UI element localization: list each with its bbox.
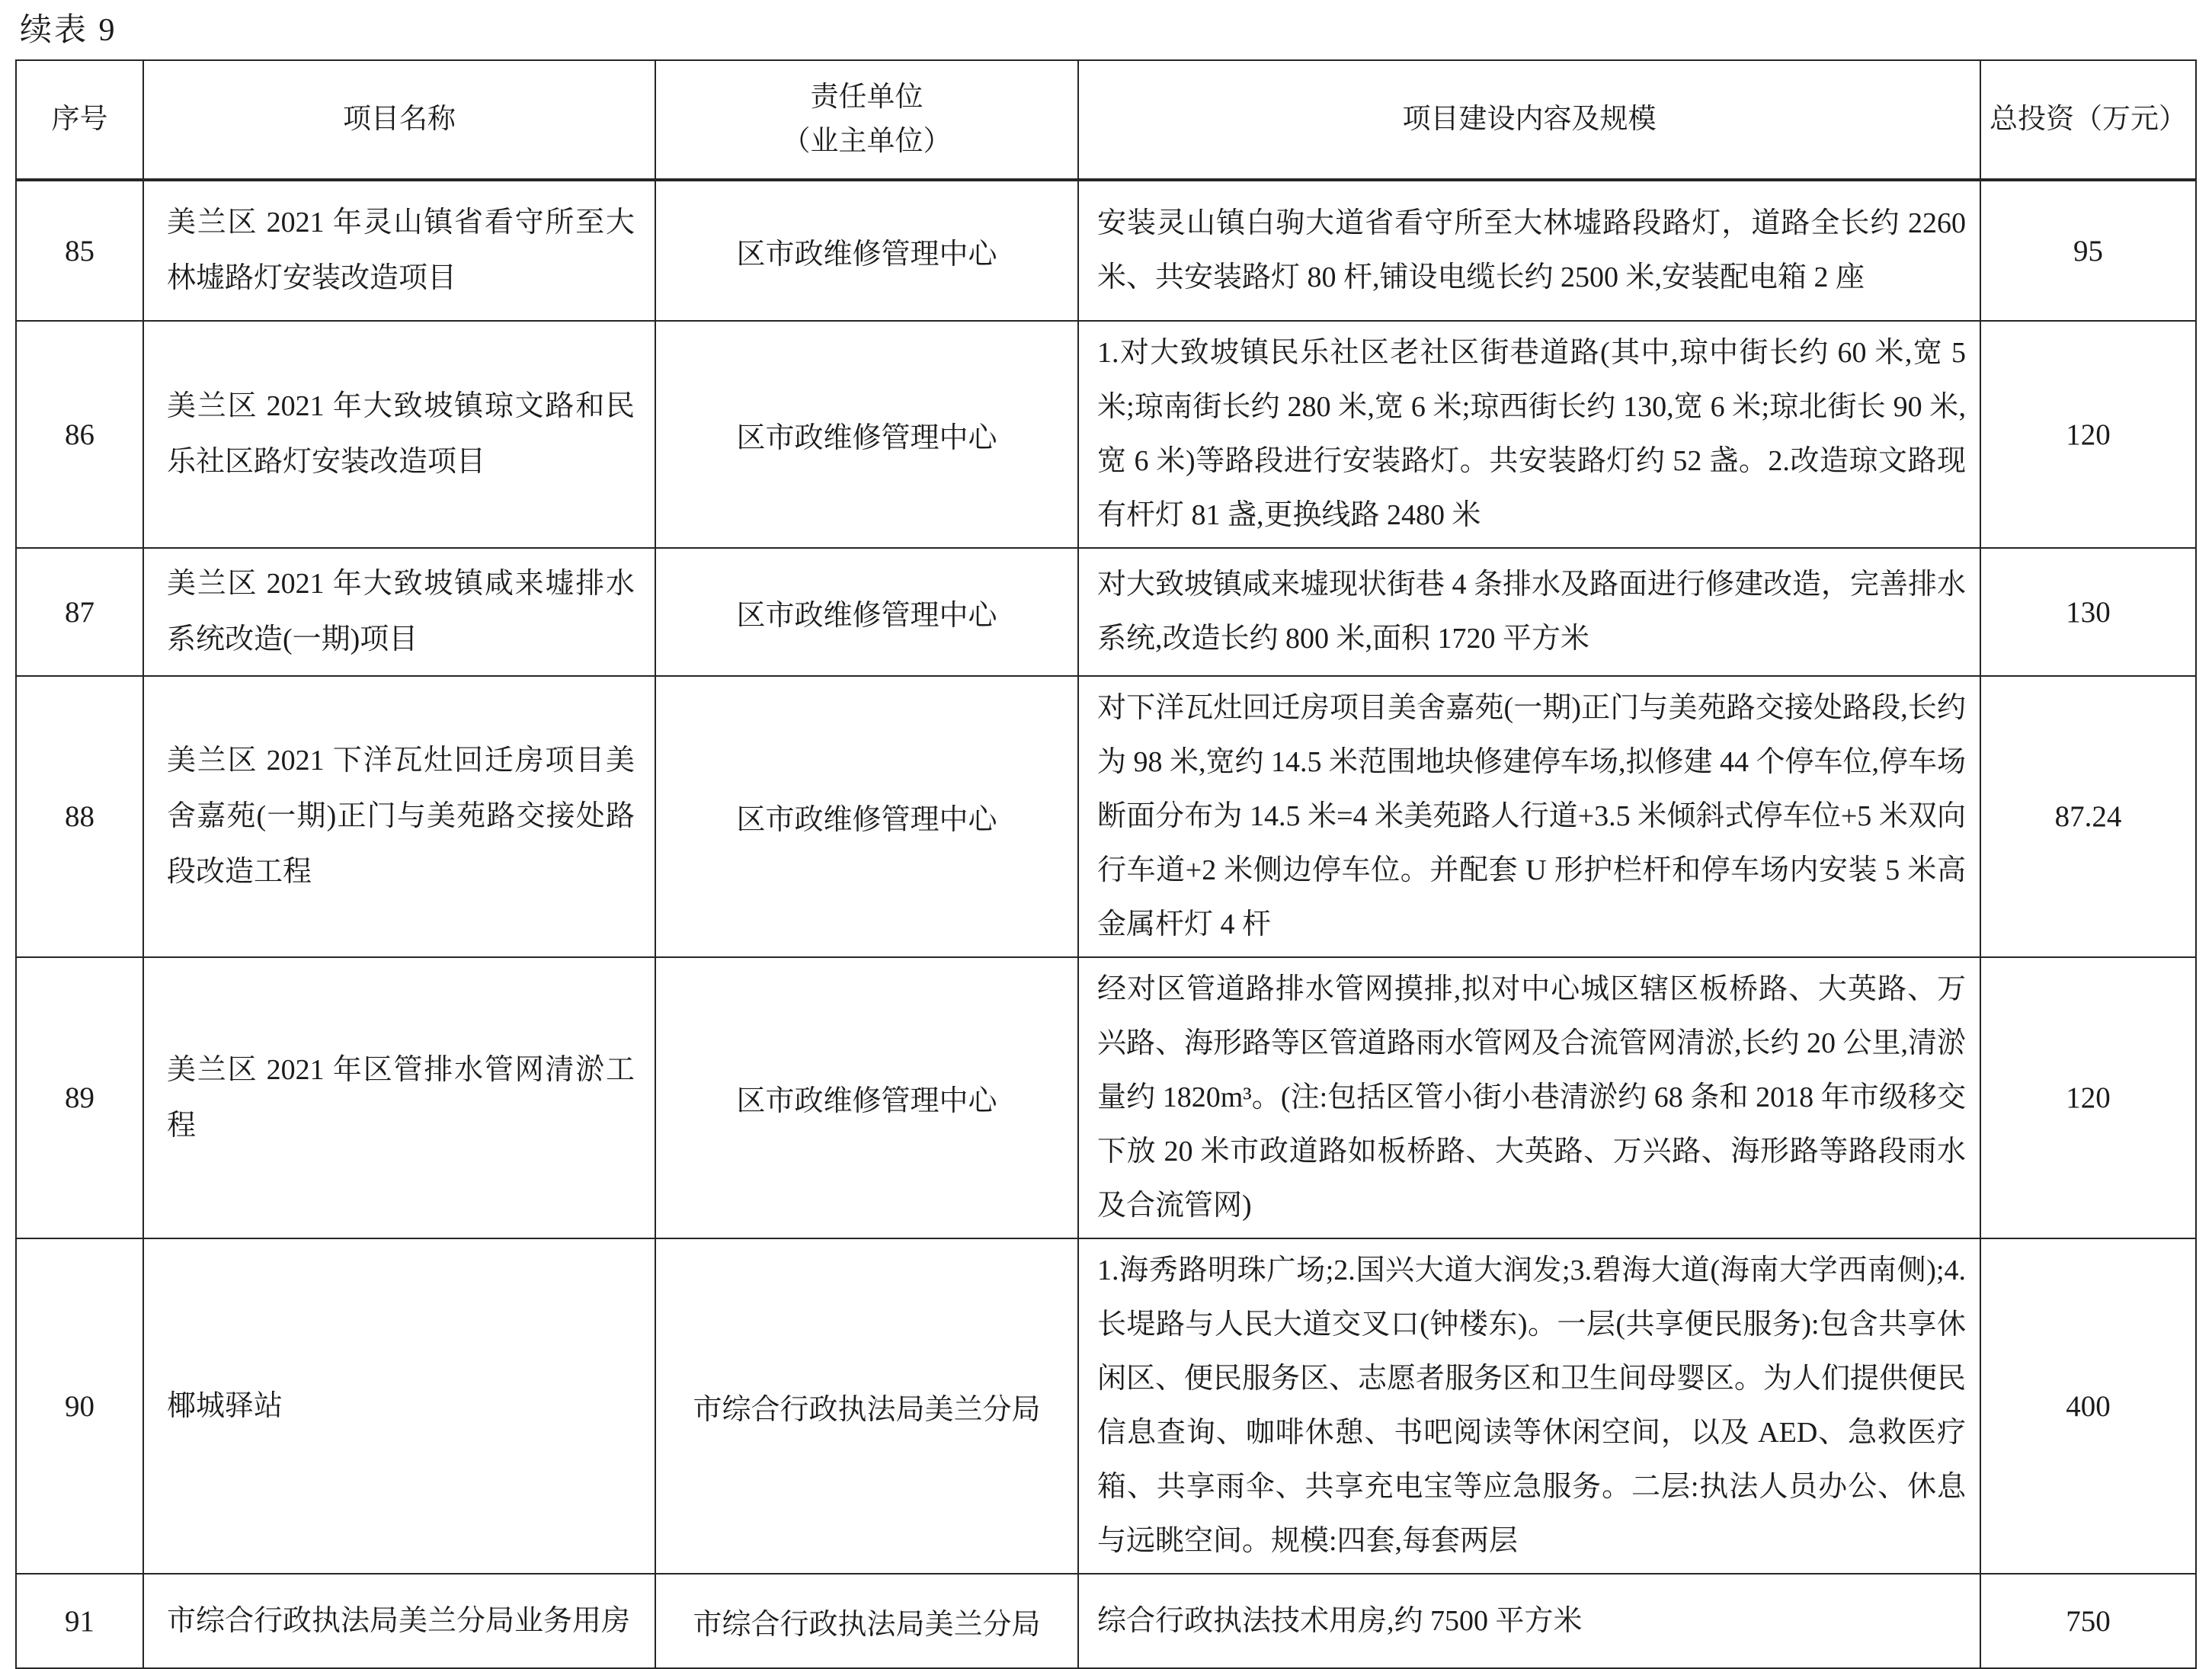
cell-unit: 区市政维修管理中心 xyxy=(655,676,1078,957)
cell-content: 经对区管道路排水管网摸排,拟对中心城区辖区板桥路、大英路、万兴路、海形路等区管道路雨水管网及合流管网清淤,长约 20 公里,清淤量约 1820m³。(注:包括区管小街小巷清淤约 68 条和 2018 年市级移交下放 20 米市政道路如板桥路、大英路、万兴路、海形路等路段雨水及合流管网) xyxy=(1078,957,1980,1238)
table-row xyxy=(16,676,2196,957)
cell-unit: 区市政维修管理中心 xyxy=(655,321,1078,548)
cell-investment: 400 xyxy=(1980,1238,2196,1574)
projects-table xyxy=(15,59,2197,1669)
cell-project-name: 美兰区 2021 年区管排水管网清淤工程 xyxy=(143,957,655,1238)
cell-investment: 120 xyxy=(1980,957,2196,1238)
cell-project-name: 椰城驿站 xyxy=(143,1238,655,1574)
cell-serial: 88 xyxy=(16,676,143,957)
cell-serial: 90 xyxy=(16,1238,143,1574)
cell-content: 安装灵山镇白驹大道省看守所至大林墟路段路灯，道路全长约 2260 米、共安装路灯 80 杆,铺设电缆长约 2500 米,安装配电箱 2 座 xyxy=(1078,180,1980,321)
cell-investment: 87.24 xyxy=(1980,676,2196,957)
table-row xyxy=(16,548,2196,676)
cell-investment: 750 xyxy=(1980,1574,2196,1668)
cell-unit: 区市政维修管理中心 xyxy=(655,548,1078,676)
cell-project-name: 美兰区 2021 年大致坡镇咸来墟排水系统改造(一期)项目 xyxy=(143,548,655,676)
cell-content: 对下洋瓦灶回迁房项目美舍嘉苑(一期)正门与美苑路交接处路段,长约为 98 米,宽约 14.5 米范围地块修建停车场,拟修建 44 个停车位,停车场断面分布为 14.5 米=4 米美苑路人行道+3.5 米倾斜式停车位+5 米双向行车道+2 米侧边停车位。并配套 U 形护栏杆和停车场内安装 5 米高金属杆灯 4 杆 xyxy=(1078,676,1980,957)
cell-content: 综合行政执法技术用房,约 7500 平方米 xyxy=(1078,1574,1980,1668)
cell-project-name: 美兰区 2021 年灵山镇省看守所至大林墟路灯安装改造项目 xyxy=(143,180,655,321)
cell-unit: 市综合行政执法局美兰分局 xyxy=(655,1574,1078,1668)
header-investment: 总投资（万元） xyxy=(1980,60,2196,180)
cell-serial: 87 xyxy=(16,548,143,676)
table-row xyxy=(16,180,2196,321)
cell-investment: 120 xyxy=(1980,321,2196,548)
header-content: 项目建设内容及规模 xyxy=(1078,60,1980,180)
cell-project-name: 美兰区 2021 下洋瓦灶回迁房项目美舍嘉苑(一期)正门与美苑路交接处路段改造工程 xyxy=(143,676,655,957)
cell-content: 对大致坡镇咸来墟现状街巷 4 条排水及路面进行修建改造，完善排水系统,改造长约 800 米,面积 1720 平方米 xyxy=(1078,548,1980,676)
cell-unit: 市综合行政执法局美兰分局 xyxy=(655,1238,1078,1574)
table-row xyxy=(16,1574,2196,1668)
cell-content: 1.海秀路明珠广场;2.国兴大道大润发;3.碧海大道(海南大学西南侧);4.长堤路与人民大道交叉口(钟楼东)。一层(共享便民服务):包含共享休闲区、便民服务区、志愿者服务区和卫生间母婴区。为人们提供便民信息查询、咖啡休憩、书吧阅读等休闲空间，以及 AED、急救医疗箱、共享雨伞、共享充电宝等应急服务。二层:执法人员办公、休息与远眺空间。规模:四套,每套两层 xyxy=(1078,1238,1980,1574)
header-unit: 责任单位 （业主单位） xyxy=(655,60,1078,180)
table-header-row xyxy=(16,60,2196,180)
cell-unit: 区市政维修管理中心 xyxy=(655,957,1078,1238)
cell-investment: 95 xyxy=(1980,180,2196,321)
cell-unit: 区市政维修管理中心 xyxy=(655,180,1078,321)
table-row xyxy=(16,957,2196,1238)
cell-project-name: 美兰区 2021 年大致坡镇琼文路和民乐社区路灯安装改造项目 xyxy=(143,321,655,548)
cell-serial: 91 xyxy=(16,1574,143,1668)
cell-content: 1.对大致坡镇民乐社区老社区街巷道路(其中,琼中街长约 60 米,宽 5 米;琼南街长约 280 米,宽 6 米;琼西街长约 130,宽 6 米;琼北街长 90 米,宽 6 米)等路段进行安装路灯。共安装路灯约 52 盏。2.改造琼文路现有杆灯 81 盏,更换线路 2480 米 xyxy=(1078,321,1980,548)
header-serial: 序号 xyxy=(16,60,143,180)
header-project-name: 项目名称 xyxy=(143,60,655,180)
cell-serial: 86 xyxy=(16,321,143,548)
table-row xyxy=(16,321,2196,548)
cell-investment: 130 xyxy=(1980,548,2196,676)
cell-project-name: 市综合行政执法局美兰分局业务用房 xyxy=(143,1574,655,1668)
cell-serial: 85 xyxy=(16,180,143,321)
cell-serial: 89 xyxy=(16,957,143,1238)
page-title: 续表 9 xyxy=(20,13,117,48)
table-row xyxy=(16,1238,2196,1574)
